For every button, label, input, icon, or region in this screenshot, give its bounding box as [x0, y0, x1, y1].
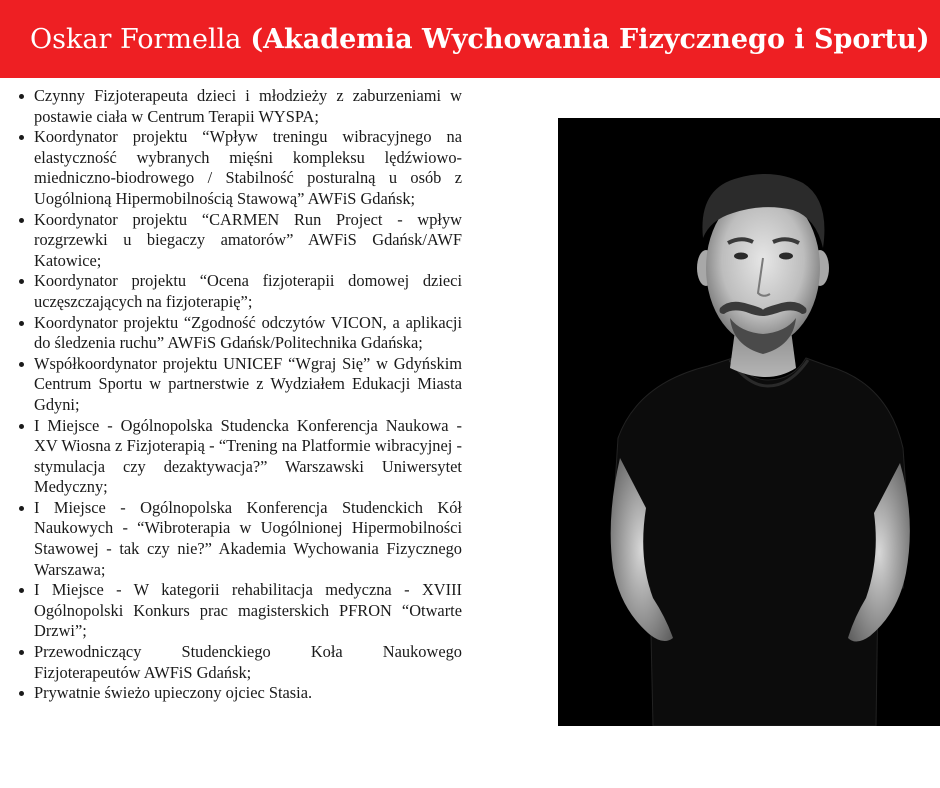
page-header [0, 0, 940, 78]
bio-item: Prywatnie świeżo upieczony ojciec Stasia. [34, 683, 462, 704]
bio-item: I Miejsce - Ogólnopolska Studencka Konferencja Naukowa - XV Wiosna z Fizjoterapią - “Trening na Platformie wibracyjnej - stymulacja czy dezaktywacja?” Warszawski Uniwersytet Medyczny; [34, 415, 462, 497]
bio-item: Koordynator projektu “CARMEN Run Project - wpływ rozgrzewki u biegaczy amatorów” AWFiS Gdańsk/AWF Katowice; [34, 209, 462, 270]
person-affiliation: (Akademia Wychowania Fizycznego i Sportu) [250, 23, 930, 55]
bio-item: I Miejsce - Ogólnopolska Konferencja Studenckich Kół Naukowych - “Wibroterapia w Uogólnionej Hipermobilności Stawowej - tak czy nie?” Akademia Wychowania Fizycznego Warszawa; [34, 497, 462, 579]
bio-item: Koordynator projektu “Ocena fizjoterapii domowej dzieci uczęszczających na fizjoterapię”; [34, 271, 462, 311]
portrait-photo [558, 118, 940, 726]
bio-item: Koordynator projektu “Zgodność odczytów VICON, a aplikacji do śledzenia ruchu” AWFiS Gdańsk/Politechnika Gdańska; [34, 312, 462, 353]
bio-item: Współkoordynator projektu UNICEF “Wgraj Się” w Gdyńskim Centrum Sportu w partnerstwie z Wydziałem Edukacji Miasta Gdyni; [34, 353, 462, 414]
bio-item: Koordynator projektu “Wpływ treningu wibracyjnego na elastyczność wybranych mięśni kompleksu lędźwiowo-miedniczno-biodrowego / Stabilność posturalną u osób z Uogólnioną Hipermobilnością Stawową” AWFiS Gdańsk; [34, 127, 462, 208]
bio-section [14, 86, 462, 704]
bio-item: Przewodniczący Studenckiego Koła Naukowego Fizjoterapeutów AWFiS Gdańsk; [34, 642, 462, 682]
bio-item: I Miejsce - W kategorii rehabilitacja medyczna - XVIII Ogólnopolski Konkurs prac magisterskich PFRON “Otwarte Drzwi”; [34, 580, 462, 641]
bio-item: Czynny Fizjoterapeuta dzieci i młodzieży z zaburzeniami w postawie ciała w Centrum Terapii WYSPA; [34, 86, 462, 126]
bio-list [14, 86, 462, 704]
portrait-illustration [558, 118, 940, 726]
person-name: Oskar Formella [30, 23, 242, 55]
